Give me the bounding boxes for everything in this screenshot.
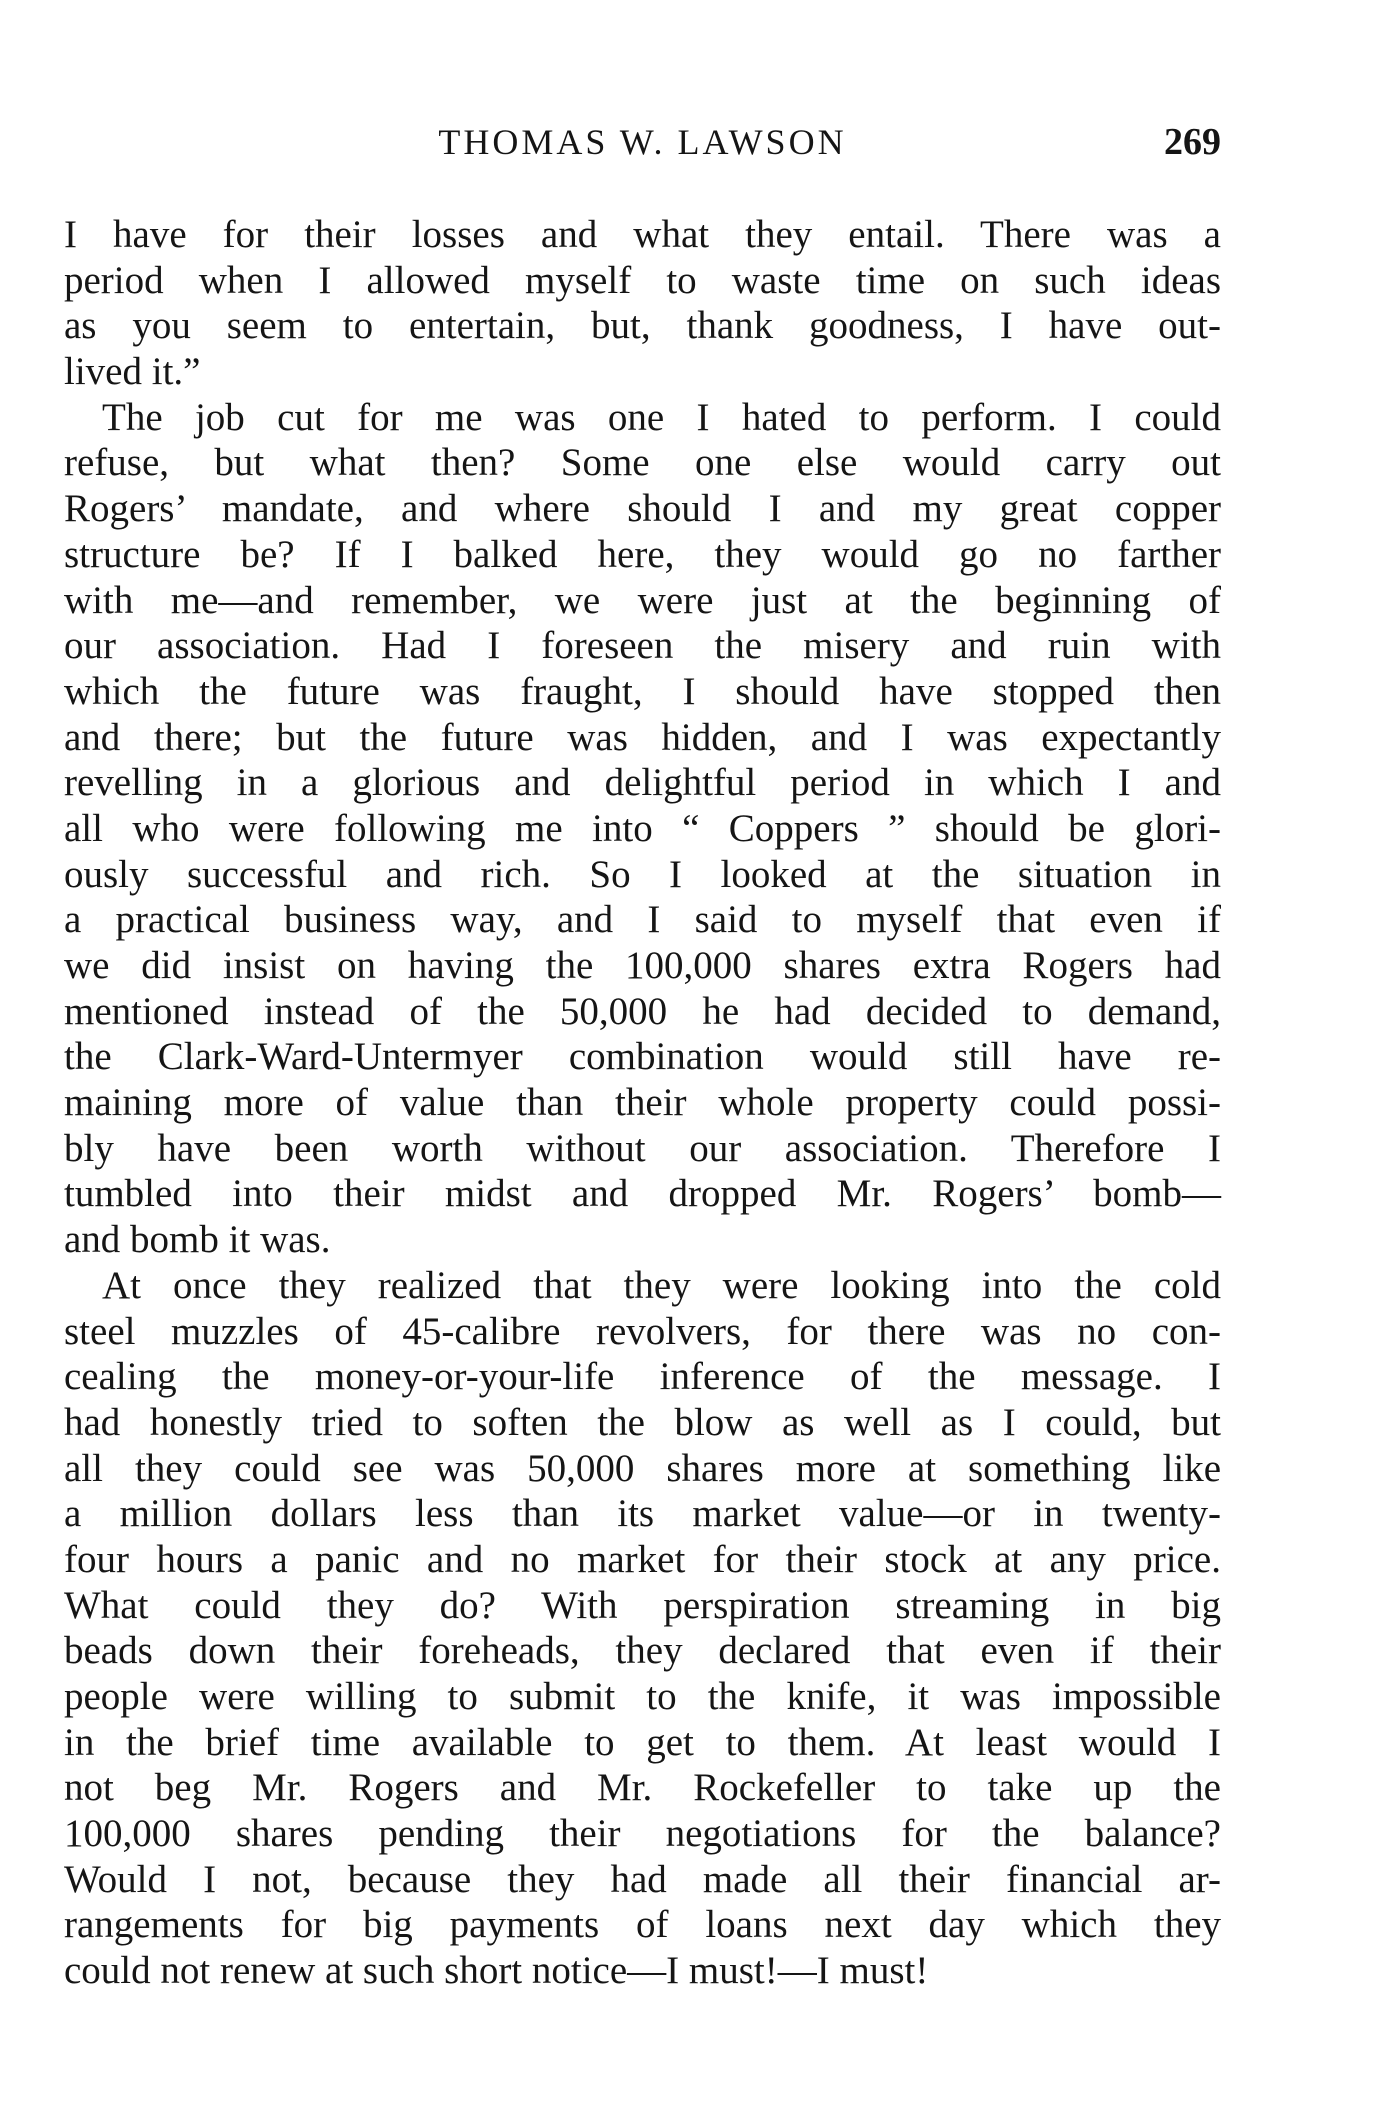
page-header <box>64 114 1221 174</box>
text-line: we did insist on having the 100,000 shares extra Rogers had <box>64 944 1221 987</box>
page-number: 269 <box>1164 121 1221 163</box>
text-line: as you seem to entertain, but, thank goodness, I have out- <box>64 304 1221 348</box>
text-line: our association. Had I foreseen the misery and ruin with <box>64 624 1221 668</box>
text-line: a practical business way, and I said to myself that even if <box>64 898 1221 942</box>
text-line: tumbled into their midst and dropped Mr. Rogers’ bomb— <box>64 1172 1221 1216</box>
text-line: people were willing to submit to the knife, it was impossible <box>64 1675 1221 1718</box>
text-line: with me—and remember, we were just at the beginning of <box>64 578 1221 622</box>
text-line: period when I allowed myself to waste time on such ideas <box>64 258 1221 302</box>
text-line: At once they realized that they were looking into the cold <box>102 1263 1221 1307</box>
text-line: I have for their losses and what they entail. There was a <box>64 213 1221 256</box>
text-line: lived it.” <box>64 350 201 394</box>
text-line: and bomb it was. <box>64 1218 331 1262</box>
text-line: maining more of value than their whole property could possi- <box>64 1081 1221 1125</box>
text-line: Would I not, because they had made all their financial ar- <box>64 1857 1221 1901</box>
text-line: bly have been worth without our association. Therefore I <box>64 1126 1221 1170</box>
text-line: revelling in a glorious and delightful period in which I and <box>64 761 1221 805</box>
text-line: all who were following me into “ Coppers ” should be glori- <box>64 806 1221 850</box>
text-line: all they could see was 50,000 shares more at something like <box>64 1446 1221 1490</box>
text-line: had honestly tried to soften the blow as well as I could, but <box>64 1400 1221 1444</box>
text-line: could not renew at such short notice—I must!—I must! <box>64 1949 929 1993</box>
text-line: in the brief time available to get to them. At least would I <box>64 1720 1221 1764</box>
text-line: which the future was fraught, I should have stopped then <box>64 669 1221 713</box>
text-line: four hours a panic and no market for their stock at any price. <box>64 1537 1221 1581</box>
text-line: mentioned instead of the 50,000 he had decided to demand, <box>64 989 1221 1033</box>
text-line: What could they do? With perspiration streaming in big <box>64 1583 1221 1627</box>
text-line: 100,000 shares pending their negotiations for the balance? <box>64 1812 1221 1856</box>
running-head: THOMAS W. LAWSON <box>438 122 847 162</box>
text-line: rangements for big payments of loans next day which they <box>64 1903 1221 1947</box>
text-line: cealing the money-or-your-life inference of the message. I <box>64 1355 1221 1399</box>
text-line: and there; but the future was hidden, and I was expectantly <box>64 715 1221 759</box>
text-line: the Clark-Ward-Untermyer combination would still have re- <box>64 1035 1221 1079</box>
text-line: Rogers’ mandate, and where should I and my great copper <box>64 487 1221 531</box>
text-line: structure be? If I balked here, they would go no farther <box>64 532 1221 576</box>
text-line: refuse, but what then? Some one else would carry out <box>64 441 1221 485</box>
text-line: The job cut for me was one I hated to perform. I could <box>102 395 1221 439</box>
text-line: steel muzzles of 45-calibre revolvers, for there was no con- <box>64 1309 1221 1353</box>
body-text <box>64 212 1221 1994</box>
text-line: ously successful and rich. So I looked at the situation in <box>64 852 1221 896</box>
text-line: a million dollars less than its market value—or in twenty- <box>64 1492 1221 1536</box>
text-line: not beg Mr. Rogers and Mr. Rockefeller to take up the <box>64 1766 1221 1810</box>
text-line: beads down their foreheads, they declared that even if their <box>64 1629 1221 1673</box>
